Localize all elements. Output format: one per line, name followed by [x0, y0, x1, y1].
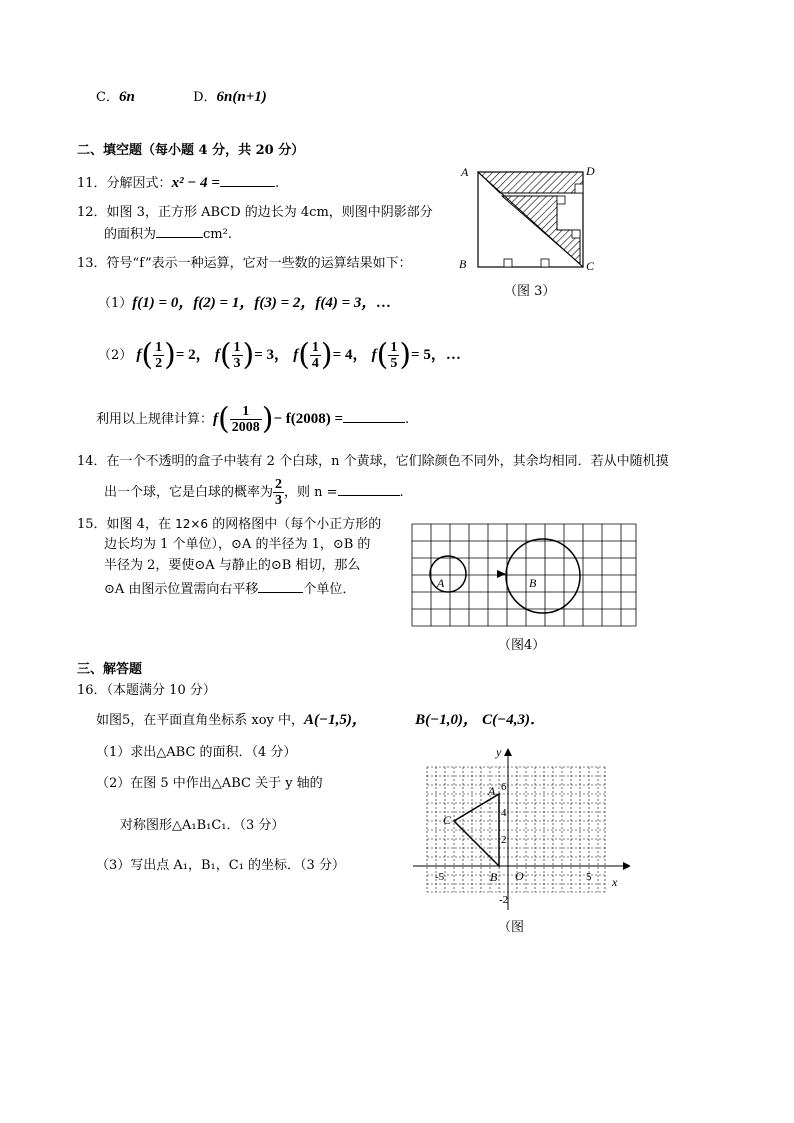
q13-answer-blank[interactable] — [343, 410, 405, 423]
q14-text-a: 出一个球，它是白球的概率为 — [104, 485, 274, 500]
origin-label: O — [515, 869, 524, 883]
circle-a — [430, 556, 466, 592]
label-b: B — [459, 257, 467, 271]
figure-4-caption: （图4） — [498, 638, 546, 653]
figure-3 — [455, 160, 600, 285]
f-symbol: f — [214, 347, 220, 363]
q14-line1: 14．在一个不透明的盒子中装有 2 个白球，n 个黄球，它们除颜色不同外，其余均相同．若从中随机摸 — [77, 454, 669, 469]
section2-title: 二、填空题（每小题 4 分，共 20 分） — [77, 143, 305, 158]
f-symbol: f — [293, 347, 299, 363]
x-axis-arrow-icon — [623, 862, 630, 870]
q11 — [77, 174, 279, 192]
q16-head: 16．（本题满分 10 分） — [77, 683, 216, 698]
label-c: C — [586, 259, 595, 273]
q13-row2-label: （2） — [98, 348, 133, 363]
rhs: = 3， — [254, 347, 290, 363]
right-angle-mark — [541, 259, 549, 267]
q13-calc-end: . — [405, 412, 410, 427]
option-d-value: 6n(n+1) — [216, 89, 267, 105]
right-angle-mark — [557, 196, 565, 204]
fraction: $\frac{2}{3}$ — [275, 477, 283, 508]
rhs: = 4， — [332, 347, 368, 363]
point-b-label: B — [490, 870, 498, 884]
q15-text-a: 15．如图 4，在 — [77, 517, 171, 532]
tick-x5: 5 — [586, 871, 592, 883]
q11-answer-blank[interactable] — [220, 174, 275, 187]
point-c-label: C — [443, 813, 452, 827]
q16-intro-text: 如图5，在平面直角坐标系 xoy 中， — [96, 713, 305, 728]
point-a: A(−1,5)， — [304, 712, 367, 728]
section3-title: 三、解答题 — [77, 662, 143, 677]
fraction: $\frac{1}{4}$ — [311, 340, 319, 371]
label-b: B — [529, 576, 537, 590]
option-c-value: 6n — [118, 89, 135, 105]
fraction: $\frac{1}{5}$ — [390, 340, 398, 371]
point-b: B(−1,0)， — [415, 712, 479, 728]
point-a-label: A — [488, 784, 496, 798]
tick-y2: 2 — [501, 834, 507, 846]
q16-part1: （1）求出△ABC 的面积．（4 分） — [96, 745, 297, 760]
q12-text: 的面积为 — [104, 227, 157, 242]
right-angle-mark — [504, 259, 512, 267]
q12-answer-blank[interactable] — [156, 225, 203, 238]
q10-options — [96, 89, 267, 106]
q13-calc-rest: − f(2008) = — [273, 411, 344, 427]
q14-line2 — [104, 475, 404, 511]
q15-text-b: 的网格图中（每个小正方形的 — [212, 517, 382, 532]
q13-row2: （2） f( $\frac{1}{2}$ )= 2， f( $\frac{1}{3}$ )= 3， f( $\frac{1}{4}$ )= 4， f( $\frac{1}{5}$ )= 5，… — [98, 337, 461, 373]
grid — [412, 524, 636, 626]
x-axis-label: x — [612, 875, 618, 889]
rhs: = 5，… — [411, 347, 461, 363]
fraction: $\frac{1}{3}$ — [233, 340, 241, 371]
circle-b — [506, 539, 580, 613]
q12-line2 — [104, 225, 232, 243]
q15-line4 — [104, 580, 355, 598]
q11-text: 分解因式： — [106, 176, 172, 191]
q14-text-b: ，则 n = — [284, 485, 338, 500]
tick-y-neg2: -2 — [499, 894, 509, 906]
q12-unit: cm². — [203, 227, 232, 242]
q16-part2b: 对称图形△A₁B₁C₁．（3 分） — [120, 818, 285, 833]
figure-4 — [410, 522, 640, 630]
q15-line2: 边长均为 1 个单位），⊙A 的半径为 1，⊙B 的 — [104, 537, 371, 552]
shaded-region-top — [478, 172, 583, 193]
q16-part2a: （2）在图 5 中作出△ABC 关于 y 轴的 — [96, 776, 323, 791]
option-c-label: C． — [96, 90, 119, 105]
q15-answer-blank[interactable] — [258, 580, 303, 593]
q13-row1-label: （1） — [98, 296, 133, 311]
q13-row1-expr: f(1) = 0，f(2) = 1，f(3) = 2，f(4) = 3，… — [132, 295, 392, 311]
q14-end: . — [399, 485, 404, 500]
label-a: A — [437, 576, 445, 590]
tick-x-neg5: -5 — [435, 871, 445, 883]
q15-line3: 半径为 2，要使⊙A 与静止的⊙B 相切，那么 — [104, 558, 361, 573]
q13-calc-prefix: 利用以上规律计算： — [96, 412, 214, 427]
q13-row1 — [98, 295, 391, 312]
tick-y6: 6 — [501, 781, 507, 793]
right-angle-mark — [575, 184, 583, 193]
fraction: $\frac{1}{2}$ — [155, 340, 163, 371]
option-d-label: D． — [193, 90, 217, 105]
q15-text-4b: 个单位． — [303, 582, 356, 597]
fraction: $\frac{1}{2008}$ — [231, 404, 260, 435]
q15-text-4a: ⊙A 由图示位置需向右平移 — [104, 582, 259, 597]
q11-expr: x² − 4 = — [171, 175, 220, 191]
rhs: = 2， — [175, 347, 211, 363]
q16-intro — [96, 712, 545, 729]
label-d: D — [586, 164, 595, 178]
figure-5-caption: （图 — [498, 920, 525, 935]
arrow-icon — [497, 570, 506, 578]
q16-part3: （3）写出点 A₁，B₁，C₁ 的坐标．（3 分） — [96, 858, 345, 873]
q13-line1: 13．符号“f”表示一种运算，它对一些数的运算结果如下： — [77, 256, 412, 271]
tick-y4: 4 — [501, 807, 507, 819]
y-axis-label: y — [496, 745, 502, 759]
right-angle-mark — [572, 230, 580, 238]
figure-3-caption: （图 3） — [504, 284, 556, 299]
figure-5 — [405, 742, 630, 917]
f-symbol: f — [371, 347, 377, 363]
q11-num: 11． — [77, 176, 107, 191]
q13-calc: 利用以上规律计算：f( $\frac{1}{2008}$ )− f(2008) = . — [96, 401, 410, 437]
y-axis-arrow-icon — [504, 748, 512, 756]
q14-answer-blank[interactable] — [338, 483, 400, 496]
q11-end: . — [274, 176, 280, 191]
f-symbol: f — [213, 411, 219, 427]
q15-grid-size: 12×6 — [175, 517, 209, 531]
q12-line1: 12．如图 3，正方形 ABCD 的边长为 4cm，则图中阴影部分 — [77, 205, 433, 220]
q15-line1 — [77, 516, 381, 533]
point-c: C(−4,3)． — [482, 712, 545, 728]
label-a: A — [461, 165, 469, 179]
f-symbol: f — [136, 347, 142, 363]
